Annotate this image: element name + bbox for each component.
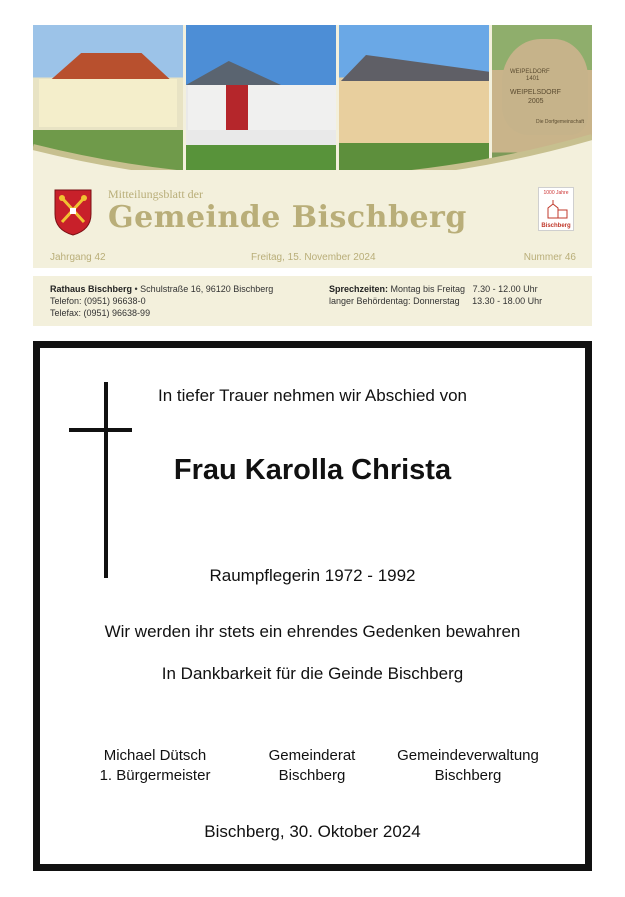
deceased-name: Frau Karolla Christa: [173, 454, 452, 486]
anniversary-logo-name: Bischberg: [541, 223, 571, 229]
coat-of-arms-icon: [53, 188, 93, 236]
stone-text-2: 1401: [526, 76, 540, 82]
place-and-date: Bischberg, 30. Oktober 2024: [204, 822, 421, 841]
gratitude-statement: In Dankbarkeit für die Geinde Bischberg: [161, 664, 464, 683]
issue-date: Freitag, 15. November 2024: [251, 252, 376, 263]
masthead: [33, 170, 592, 268]
town-hall-contact: [50, 283, 273, 319]
stone-text-4: 2005: [528, 98, 544, 105]
office-hours-thursday: langer Behördentag: Donnerstag 13.30 - 18.00 Uhr: [329, 296, 543, 306]
volume-label: Jahrgang 42: [50, 252, 106, 263]
church-icon: [545, 199, 569, 219]
issue-number: Nummer 46: [523, 252, 576, 263]
signature-line: Michael Dütsch: [103, 747, 207, 764]
obituary-notice: [33, 341, 592, 871]
stone-text-5: Die Dorfgemeinschaft: [536, 119, 585, 125]
contact-phone: Telefon: (0951) 96638-0: [50, 296, 146, 306]
newsletter-title: Gemeinde Bischberg: [108, 200, 467, 235]
office-hours-weekdays: Sprechzeiten: Montag bis Freitag 7.30 - 12.00 Uhr: [329, 284, 538, 294]
anniversary-logo: [538, 187, 574, 231]
signature-administration: [378, 746, 558, 786]
signature-line: 1. Bürgermeister: [99, 767, 211, 784]
anniversary-logo-year: 1000 Jahre: [543, 190, 569, 196]
contact-bar: [33, 276, 592, 326]
memory-statement: Wir werden ihr stets ein ehrendes Gedenken bewahren: [104, 622, 521, 641]
signature-line: Bischberg: [278, 767, 346, 784]
contact-fax: Telefax: (0951) 96638-99: [50, 308, 151, 318]
signature-line: Gemeinderat: [268, 747, 356, 764]
header-photo-strip: [33, 25, 592, 175]
signature-line: Gemeindeverwaltung: [397, 747, 539, 764]
cross-icon-bar: [69, 428, 132, 432]
newsletter-subtitle: Mitteilungsblatt der: [108, 187, 203, 201]
signature-line: Bischberg: [434, 767, 502, 784]
contact-address: Rathaus Bischberg • Schulstraße 16, 96120 Bischberg: [50, 284, 274, 294]
signature-mayor: [65, 746, 245, 786]
signature-council: [222, 746, 402, 786]
header-wave: [33, 107, 592, 175]
office-hours: [329, 283, 542, 307]
stone-text-3: WEIPELSDORF: [510, 89, 561, 96]
obituary-intro: In tiefer Trauer nehmen wir Abschied von: [158, 386, 467, 405]
stone-text-1: WEIPELDORF: [510, 69, 550, 75]
deceased-role: Raumpflegerin 1972 - 1992: [209, 566, 416, 585]
